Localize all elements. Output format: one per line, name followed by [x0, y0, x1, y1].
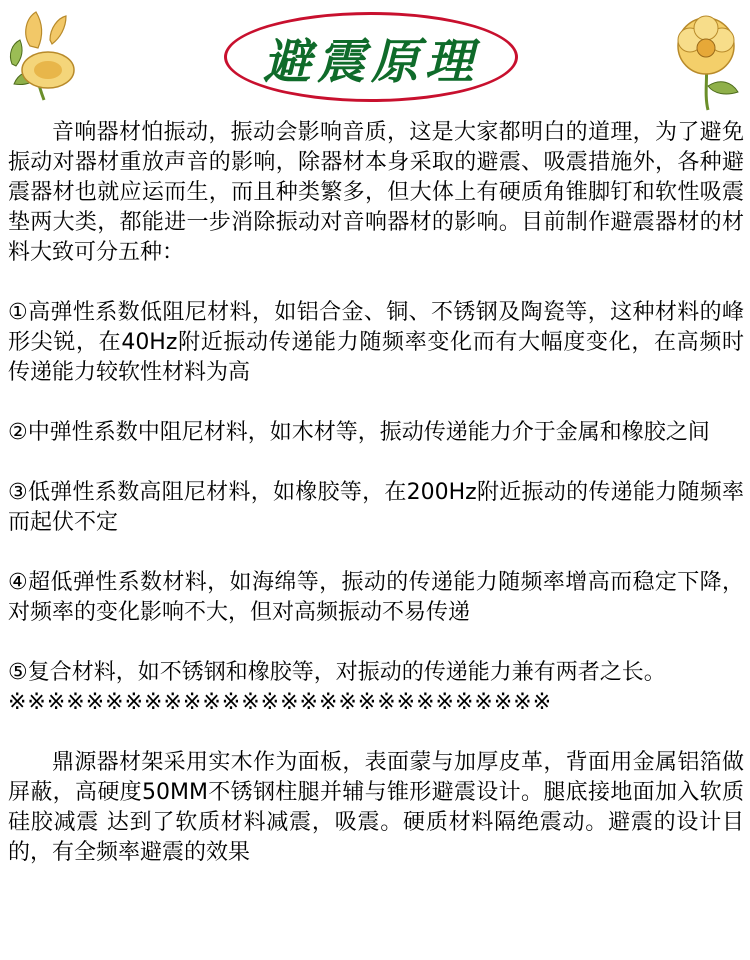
material-item-1: ①高弹性系数低阻尼材料，如铝合金、铜、不锈钢及陶瓷等，这种材料的峰形尖锐，在40Hz附近振动传递能力随频率变化而有大幅度变化，在高频时传递能力较软性材料为高 — [8, 300, 744, 385]
title-frame — [224, 12, 518, 102]
material-item-2: ②中弹性系数中阻尼材料，如木材等，振动传递能力介于金属和橡胶之间 — [8, 420, 710, 445]
article-body — [8, 118, 744, 868]
intro-paragraph: 音响器材怕振动，振动会影响音质，这是大家都明白的道理，为了避免振动对器材重放声音的影响，除器材本身采取的避震、吸震措施外，各种避震器材也就应运而生，而且种类繁多，但大体上有硬质角锥脚钉和软性吸震垫两大类，都能进一步消除振动对音响器材的影响。目前制作避震器材的材料大致可分五种： — [8, 120, 744, 265]
page-title: 避震原理 — [262, 33, 479, 90]
flower-right-icon — [668, 14, 746, 112]
material-item-5: ⑤复合材料，如不锈钢和橡胶等，对振动的传递能力兼有两者之长。 — [8, 660, 666, 685]
closing-paragraph: 鼎源器材架采用实木作为面板，表面蒙与加厚皮革，背面用金属铝箔做屏蔽，高硬度50MM不锈钢柱腿并辅与锥形避震设计。腿底接地面加入软质硅胶减震 达到了软质材料减震，吸震。硬质材料隔绝震动。避震的设计目的，有全频率避震的效果 — [8, 750, 744, 865]
flower-left-icon — [4, 4, 78, 104]
material-item-4: ④超低弹性系数材料，如海绵等，振动的传递能力随频率增高而稳定下降，对频率的变化影响不大，但对高频振动不易传递 — [8, 570, 744, 625]
separator-line: ※※※※※※※※※※※※※※※※※※※※※※※※※※※※ — [8, 690, 553, 715]
material-item-3: ③低弹性系数高阻尼材料，如橡胶等，在200Hz附近振动的传递能力随频率而起伏不定 — [8, 480, 744, 535]
